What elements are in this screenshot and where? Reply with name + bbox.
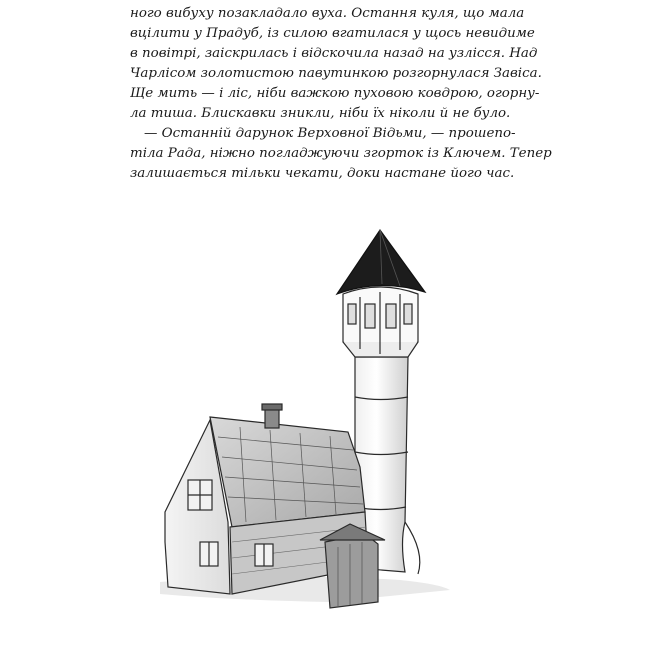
text-line: ла тиша. Блискавки зникли, ніби їх ніколи й не було. bbox=[130, 106, 511, 121]
text-line: тіла Рада, ніжно погладжуючи згорток із Ключем. Тепер bbox=[130, 146, 552, 161]
window bbox=[188, 480, 212, 510]
porch bbox=[325, 534, 378, 608]
story-text bbox=[130, 4, 552, 184]
text-line: — Останній дарунок Верховної Відьми, — прошепо- bbox=[144, 126, 516, 141]
chimney bbox=[265, 408, 279, 428]
house-roof bbox=[210, 417, 365, 527]
text-line: Ще мить — і ліс, ніби важкою пуховою ковдрою, огорну- bbox=[130, 86, 540, 101]
window bbox=[200, 542, 218, 566]
text-line: залишається тільки чекати, доки настане його час. bbox=[130, 166, 515, 181]
house bbox=[165, 404, 385, 608]
window bbox=[255, 544, 273, 566]
text-line: вцілити у Прадуб, із силою вгатилася у щось невидиме bbox=[130, 26, 535, 41]
text-line: ного вибуху позакладало вуха. Остання куля, що мала bbox=[130, 6, 525, 21]
text-line: Чарлісом золотистою павутинкою розгорнулася Завіса. bbox=[130, 66, 542, 81]
house-tower-illustration bbox=[150, 222, 460, 630]
text-line: в повітрі, заіскрилась і відскочила назад на узлісся. Над bbox=[130, 46, 538, 61]
